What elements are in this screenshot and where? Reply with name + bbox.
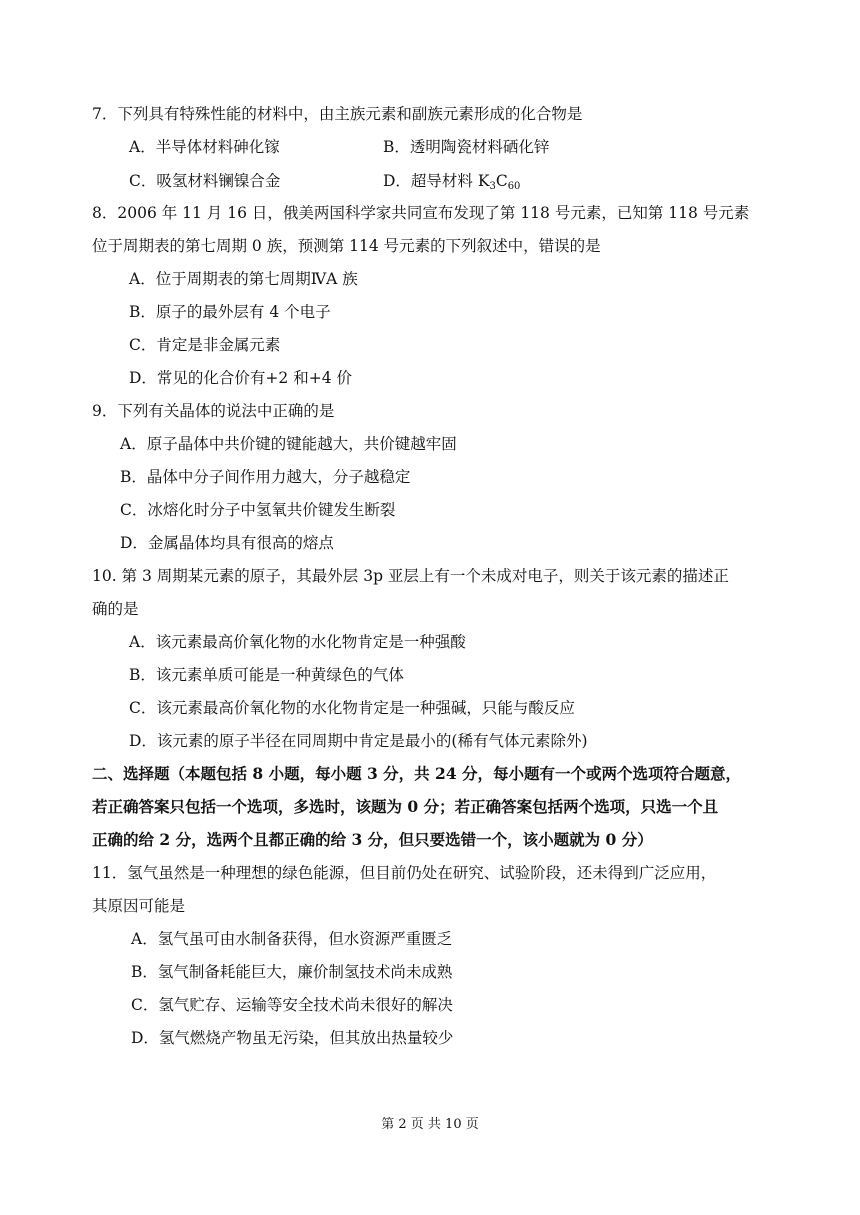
q8-stem-line1: 8．2006 年 11 月 16 日，俄美两国科学家共同宣布发现了第 118 号元素，已知第 118 号元素 — [92, 204, 750, 222]
q11-option-b: B．氢气制备耗能巨大，廉价制氢技术尚未成熟 — [131, 963, 453, 981]
section2-line1: 二、选择题（本题包括 8 小题，每小题 3 分，共 24 分，每小题有一个或两个选项符合题意， — [92, 764, 742, 783]
q8-stem-line2: 位于周期表的第七周期 0 族，预测第 114 号元素的下列叙述中，错误的是 — [92, 237, 601, 255]
q9-option-b: B．晶体中分子间作用力越大，分子越稳定 — [120, 468, 411, 486]
q7-stem: 7．下列具有特殊性能的材料中，由主族元素和副族元素形成的化合物是 — [92, 105, 583, 123]
q11-option-c: C．氢气贮存、运输等安全技术尚未很好的解决 — [131, 996, 453, 1014]
q7-option-c: C．吸氢材料镧镍合金 — [129, 172, 281, 190]
q7-option-d-prefix: D．超导材料 K — [383, 172, 490, 190]
q7-option-d — [383, 170, 520, 192]
q11-option-a: A．氢气虽可由水制备获得，但水资源严重匮乏 — [131, 930, 453, 948]
q10-option-a: A．该元素最高价氧化物的水化物肯定是一种强酸 — [129, 633, 466, 651]
q10-stem-line1: 10. 第 3 周期某元素的原子，其最外层 3p 亚层上有一个未成对电子，则关于该元素的描述正 — [92, 567, 729, 585]
q7-option-d-mid: C — [495, 172, 508, 190]
q9-option-c: C．冰熔化时分子中氢氧共价键发生断裂 — [120, 501, 396, 519]
q8-option-c: C．肯定是非金属元素 — [129, 336, 281, 354]
q8-option-d: D．常见的化合价有+2 和+4 价 — [129, 369, 352, 387]
q9-option-d: D．金属晶体均具有很高的熔点 — [120, 534, 334, 552]
q7-option-a: A．半导体材料砷化镓 — [129, 138, 280, 156]
q8-option-b: B．原子的最外层有 4 个电子 — [129, 303, 331, 321]
q10-stem-line2: 确的是 — [92, 600, 139, 618]
q11-stem-line2: 其原因可能是 — [92, 897, 186, 915]
q10-option-b: B．该元素单质可能是一种黄绿色的气体 — [129, 666, 404, 684]
q10-option-c: C．该元素最高价氧化物的水化物肯定是一种强碱，只能与酸反应 — [129, 699, 575, 717]
q8-option-a: A．位于周期表的第七周期ⅣA 族 — [129, 270, 358, 288]
q7-option-b: B．透明陶瓷材料硒化锌 — [383, 138, 550, 156]
q11-option-d: D．氢气燃烧产物虽无污染，但其放出热量较少 — [131, 1029, 454, 1047]
q10-option-d: D．该元素的原子半径在同周期中肯定是最小的(稀有气体元素除外) — [129, 732, 588, 750]
q9-stem: 9．下列有关晶体的说法中正确的是 — [92, 402, 335, 420]
q7-option-d-sub2: 60 — [507, 181, 521, 192]
section2-line2: 若正确答案只包括一个选项，多选时，该题为 0 分；若正确答案包括两个选项，只选一个且 — [92, 797, 719, 816]
section2-line3: 正确的给 2 分，选两个且都正确的给 3 分，但只要选错一个，该小题就为 0 分） — [92, 830, 653, 849]
q7-option-d-sub1: 3 — [489, 181, 496, 192]
q11-stem-line1: 11．氢气虽然是一种理想的绿色能源，但目前仍处在研究、试验阶段，还未得到广泛应用， — [92, 864, 717, 882]
page-footer: 第 2 页 共 10 页 — [381, 1117, 479, 1132]
q9-option-a: A．原子晶体中共价键的键能越大，共价键越牢固 — [120, 435, 457, 453]
